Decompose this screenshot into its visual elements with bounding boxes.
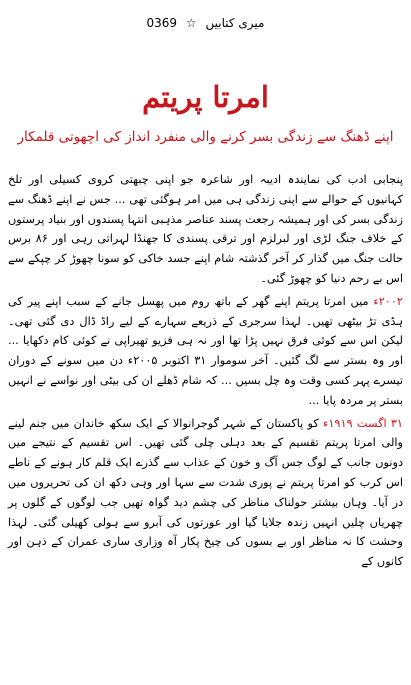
paragraph-2-lead: ۲۰۰۲ء xyxy=(373,294,403,308)
paragraph-1 xyxy=(8,170,403,289)
paragraph-2 xyxy=(8,292,403,411)
star-icon: ☆ xyxy=(185,16,197,30)
series-name: میری کتابیں xyxy=(205,16,265,30)
series-header xyxy=(0,16,411,30)
paragraph-2-text: میں امرتا پریتم اپنے گھر کے باتھ روم میں پھسل جانے کے سبب اپنے پیر کی ہڈی تڑ بیٹھی تھیں۔ لہذا سرجری کے ذریعے سہارے کے لیے راڈ ڈال دی گئی تھی۔ لیکن اس سے کوئی فرق نہیں پڑا تھا اور نہ ہی فزیو تھیراپی نے کوئی کام دکھایا ... اور وہ بستر سے لگ گئیں۔ آخر سوموار ۳۱ اکتوبر ۲۰۰۵ء دن میں سونے کے دوران تیسرے پہر کسی وقت وہ چل بسیں ... کہ شام ڈھلے ان کی بیٹی اور نواسے نے انہیں بستر پر مردہ پایا ... xyxy=(8,294,404,407)
article-body xyxy=(8,170,403,575)
paragraph-1-text: پنجابی ادب کی نمایندہ ادیبہ اور شاعرہ جو اپنی چبھتی کروی کسیلی اور تلخ کہانیوں کے حوالے سے اپنی زندگی ہی میں امر ہوگئی تھی ... جس نے اپنے ڈھنگ سے زندگی بسر کی اور ہمیشہ رجعت پسند عناصر مذہبی انتہا پسندوں اور بنیاد پرستوں کے خلاف جنگ لڑی اور لبرلزم اور ترقی پسندی کا جھنڈا لہراتی رہی اور ۸۶ برس حالت جنگ میں گذار کر آخر گذشتہ شام اپنے جسد خاکی کو سونا چھوڑ کر چپکے سے اس بے رحم دنیا کو چھوڑ گئی۔ xyxy=(8,173,403,285)
series-number: 0369 xyxy=(146,16,178,30)
article-subtitle: اپنے ڈھنگ سے زندگی بسر کرنے والی منفرد انداز کی اچھوتی قلمکار xyxy=(17,129,394,145)
paragraph-3 xyxy=(8,414,403,572)
article-title: امرتا پریتم xyxy=(142,80,269,114)
paragraph-3-text: کو پاکستان کے شہر گوجرانوالا کے ایک سکھ خاندان میں جنم لینے والی امرتا پریتم تقسیم کے بعد دہلی چلی گئی تھیں۔ اس تقسیم کے نتیجے میں دونوں جانب کے لوگ جس آگ و خون کے عذاب سے گذرے ایک قلم کار ہونے کے ناطے اس کرب کو امرتا پریتم نے پوری شدت سے سہا اور وہی دکھ ان کی تحریروں میں در آیا۔ وہاں بیشتر حولناک مناظر کی چشم دید گواہ تھیں جب لوگوں کے گلوں پر چھریاں چلیں انہیں زندہ جلایا گیا اور عورتوں کی آبرو سے ہولی کھیلی گئی۔ لہذا وحشت کا نہ مناظر اور بے بسوں کی چیخ پکار آہ وزاری ساری عمران کے ذہن اور کانوں کے xyxy=(8,416,403,569)
paragraph-3-lead: ۳۱ اگست ۱۹۱۹ء xyxy=(323,416,403,430)
